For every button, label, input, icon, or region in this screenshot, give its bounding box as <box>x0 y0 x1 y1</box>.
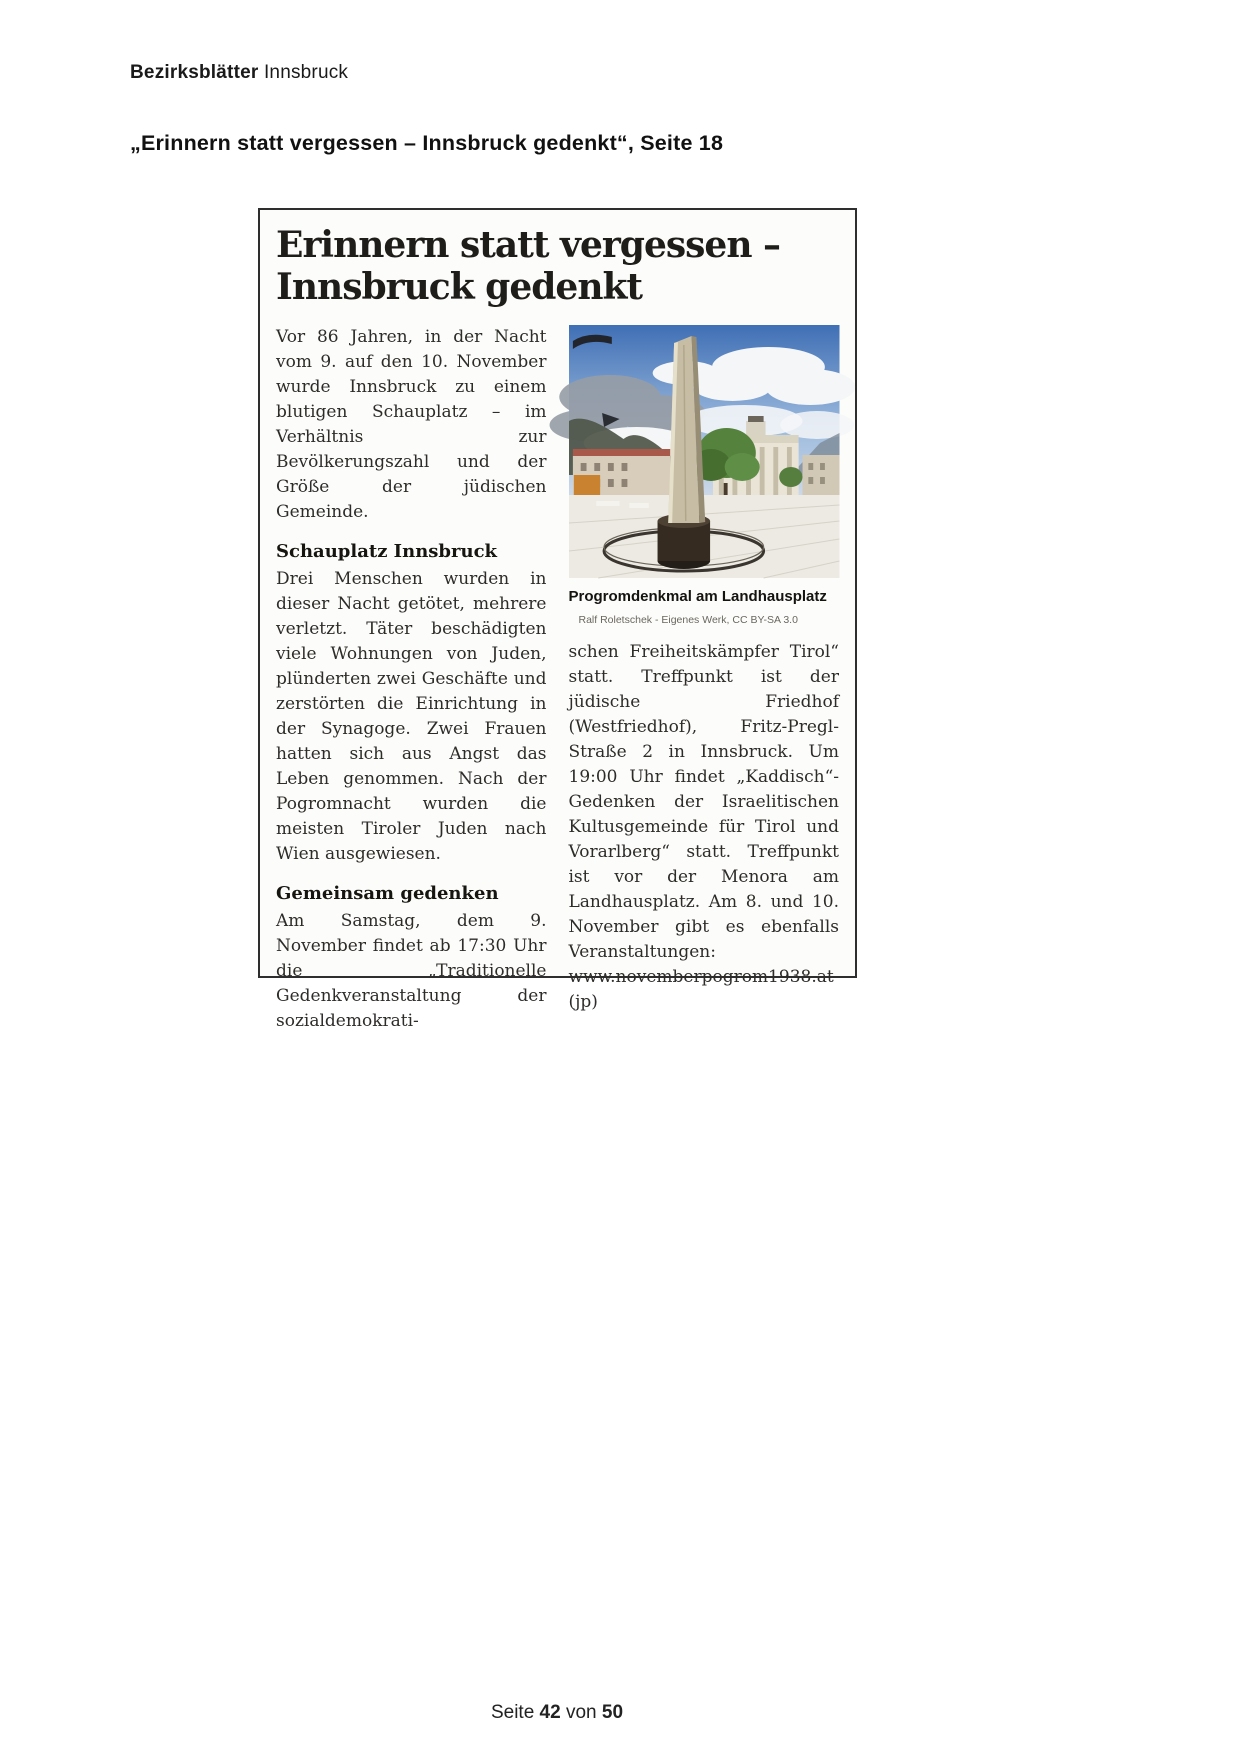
publication-name-bold: Bezirksblätter <box>130 62 259 83</box>
photo-caption: Progromdenkmal am Landhausplatz <box>568 587 827 605</box>
section-heading: Schauplatz Innsbruck <box>276 540 498 562</box>
intro-paragraph: Vor 86 Jahren, in der Nacht vom 9. auf den 10. November wurde Innsbruck zu einem blutigen Schauplatz – im Verhältnis zur Bevölkerungszahl und der Größe der jüdischen Gemeinde. <box>276 326 547 522</box>
footer-page-number: 42 <box>539 1702 561 1723</box>
page-footer <box>491 1702 623 1724</box>
orange-kiosk <box>573 475 599 496</box>
footer-label-seite: Seite <box>490 1702 535 1723</box>
article-clipping <box>258 208 857 1031</box>
clipping-reference-title: „Erinnern statt vergessen – Innsbruck gedenkt“, Seite 18 <box>130 131 724 155</box>
right-building <box>802 455 839 499</box>
publication-name <box>130 62 348 84</box>
footer-label-von: von <box>565 1702 597 1723</box>
article-column-right <box>569 325 840 1034</box>
continuation-paragraph: schen Freiheitskämpfer Tirol“ statt. Treffpunkt ist der jüdische Friedhof (Westfriedhof), Fritz-Pregl-Straße 2 in Innsbruck. Um 19:00 Uhr findet „Kaddisch“-Gedenken der Israelitischen Kultusgemeinde für Tirol und Vorarlberg“ statt. Treffpunkt ist vor der Menora am Landhausplatz. Am 8. und 10. November gibt es ebenfalls Veranstaltungen: www.novemberpogrom1938.at (jp) <box>568 641 839 1012</box>
section-heading: Gemeinsam gedenken <box>276 882 499 904</box>
photo-caption-block <box>569 585 840 630</box>
photo-credit: Ralf Roletschek - Eigenes Werk, CC BY-SA 3.0 <box>578 614 798 627</box>
article-headline: Erinnern statt vergessen – Innsbruck gedenkt <box>276 224 781 309</box>
memorial-photo <box>569 325 840 578</box>
footer-total-pages: 50 <box>601 1702 624 1723</box>
section-paragraph: Drei Menschen wurden in dieser Nacht getötet, mehrere verletzt. Täter beschädigten viele Wohnungen von Juden, plünderten zwei Geschäfte und zerstörten die Einrichtung in der Synagoge. Zwei Frauen hatten sich aus Angst das Leben genommen. Nach der Pogromnacht wurden die meisten Tiroler Juden nach Wien ausgewiesen. <box>276 568 547 864</box>
article-columns <box>276 325 839 1034</box>
section-paragraph: Am Samstag, dem 9. November findet ab 17:30 Uhr die „Traditionelle Gedenkveranstaltung der sozialdemokrati- <box>276 910 547 1031</box>
publication-name-city: Innsbruck <box>263 62 349 83</box>
article-column-left <box>276 325 547 1034</box>
